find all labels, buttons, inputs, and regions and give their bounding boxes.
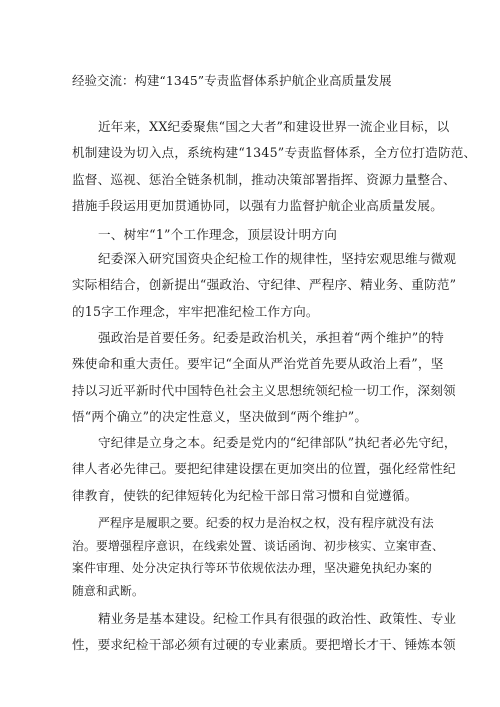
paragraph-line: 措施手段运用更加贯通协同，以强有力监督护航企业高质量发展。	[72, 197, 444, 213]
paragraph-procedure	[72, 512, 444, 602]
paragraph-line: 持以习近平新时代中国特色社会主义思想统领纪检一切工作，深刻领	[72, 382, 456, 398]
paragraph-concept	[72, 246, 457, 325]
paragraph-line: 案件审理、处分决定执行等环节依规依法办理，坚决避免执纪办案的	[72, 561, 432, 575]
paragraph-line: 殊使命和重大责任。要牢记“全面从严治党首先要从政治上看”，坚	[72, 356, 444, 372]
paragraph-politics	[72, 325, 456, 430]
paragraph-line: 强政治是首要任务。纪委是政治机关，承担着“两个维护”的特	[98, 330, 444, 345]
paragraph-line: 的15字工作理念，牢牢把准纪检工作方向。	[72, 303, 319, 319]
paragraph-expertise	[72, 606, 457, 659]
paragraph-line: 实际相结合，创新提出“强政治、守纪律、严程序、精业务、重防范”	[72, 277, 457, 293]
paragraph-line: 精业务是基本建设。纪检工作具有很强的政治性、政策性、专业	[98, 611, 457, 626]
paragraph-line: 守纪律是立身之本。纪委是党内的“纪律部队”执纪者必先守纪，	[98, 435, 457, 450]
section-heading: 一、树牢“1”个工作理念，顶层设计明方向	[98, 227, 337, 242]
paragraph-line: 机制建设为切入点，系统构建“1345”专责监督体系，全方位打造防范、	[72, 145, 477, 161]
paragraph-line: 性，要求纪检干部必须有过硬的专业素质。要把增长才干、锤炼本领	[72, 637, 456, 653]
paragraph-line: 近年来，XX纪委聚焦“国之大者”和建设世界一流企业目标，以	[98, 119, 450, 134]
paragraph-line: 律人者必先律己。要把纪律建设摆在更加突出的位置，强化经常性纪	[72, 461, 456, 477]
document-title: 经验交流：构建“1345”专责监督体系护航企业高质量发展	[72, 73, 392, 88]
paragraph-discipline	[72, 430, 457, 509]
paragraph-intro	[72, 114, 477, 219]
paragraph-line: 纪委深入研究国资央企纪检工作的规律性，坚持宏观思维与微观	[98, 251, 457, 266]
paragraph-line: 随意和武断。	[72, 583, 144, 598]
paragraph-line: 监督、巡视、惩治全链条机制，推动决策部署指挥、资源力量整合、	[72, 171, 456, 187]
paragraph-line: 严程序是履职之要。纪委的权力是治权之权，没有程序就没有法	[98, 516, 434, 530]
paragraph-line: 律教育，使铁的纪律短转化为纪检干部日常习惯和自觉遵循。	[72, 487, 418, 503]
paragraph-line: 悟“两个确立”的决定性意义，坚决做到“两个维护”。	[72, 408, 368, 424]
paragraph-line: 治。要增强程序意识，在线索处置、谈话函询、初步核实、立案审查、	[72, 538, 444, 553]
